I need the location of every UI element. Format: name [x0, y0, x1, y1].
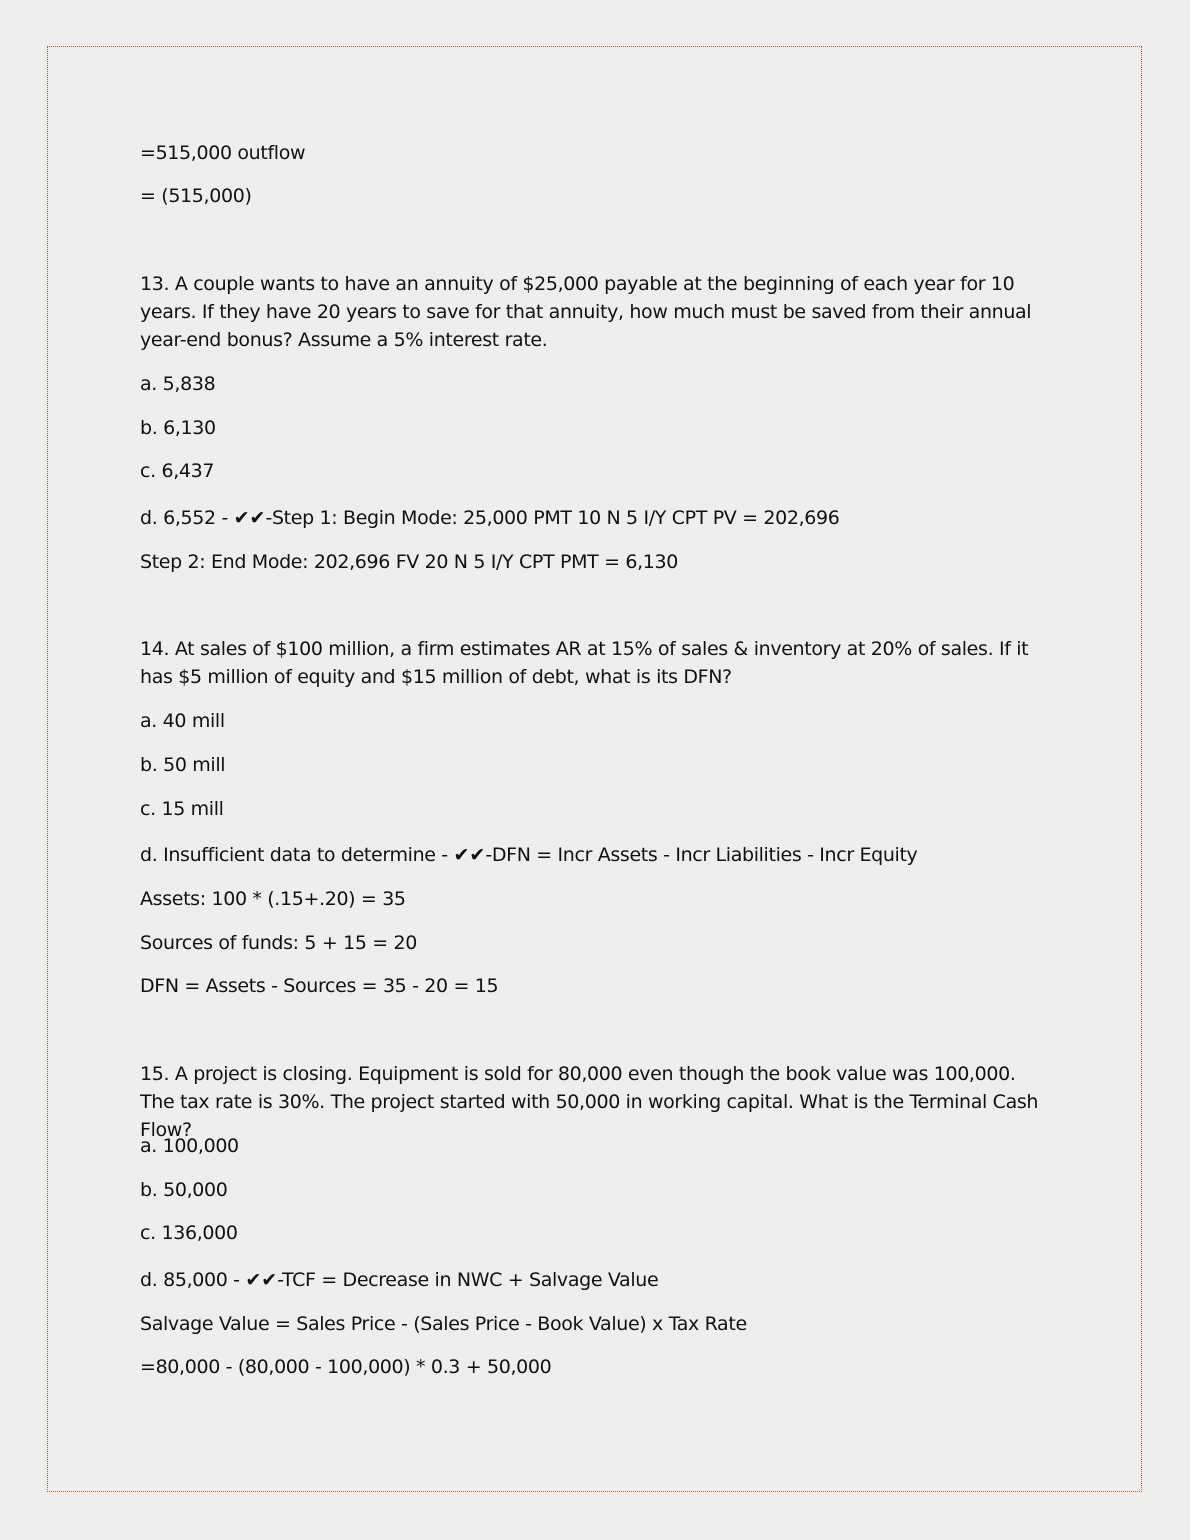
q14-option-d	[140, 841, 917, 869]
q14-option-c: c. 15 mill	[140, 798, 224, 820]
q15-option-a: a. 100,000	[140, 1135, 239, 1157]
q14-option-b: b. 50 mill	[140, 754, 226, 776]
q15-calc: =80,000 - (80,000 - 100,000) * 0.3 + 50,000	[140, 1356, 552, 1378]
question-14-text: 14. At sales of $100 million, a firm estimates AR at 15% of sales & inventory at 20% of sales. If it has $5 million of equity and $15 million of debt, what is its DFN?	[140, 638, 1029, 688]
carryover-line-1: =515,000 outflow	[140, 142, 306, 164]
q15-option-d-label: d. 85,000 -	[140, 1269, 246, 1291]
q13-option-d-label: d. 6,552 -	[140, 507, 234, 529]
q15-option-b: b. 50,000	[140, 1179, 228, 1201]
question-13-text: 13. A couple wants to have an annuity of $25,000 payable at the beginning of each year for 10 years. If they have 20 years to save for that annuity, how much must be saved from their annual year-end bonus? Assume a 5% interest rate.	[140, 273, 1032, 351]
q13-option-c: c. 6,437	[140, 460, 215, 482]
check-mark-icon: ✔✔	[245, 1269, 278, 1291]
q15-option-d	[140, 1266, 658, 1294]
question-15-text: 15. A project is closing. Equipment is sold for 80,000 even though the book value was 100,000. The tax rate is 30%. The project started with 50,000 in working capital. What is the Terminal Cash Flow?	[140, 1063, 1039, 1141]
q15-option-c: c. 136,000	[140, 1222, 238, 1244]
carryover-line-2: = (515,000)	[140, 185, 252, 207]
q15-salvage: Salvage Value = Sales Price - (Sales Price - Book Value) x Tax Rate	[140, 1313, 747, 1335]
q15-answer-note: -TCF = Decrease in NWC + Salvage Value	[277, 1269, 659, 1291]
q13-option-d	[140, 504, 840, 532]
check-mark-icon: ✔✔	[453, 844, 486, 866]
q13-option-a: a. 5,838	[140, 373, 216, 395]
q14-assets: Assets: 100 * (.15+.20) = 35	[140, 888, 406, 910]
q13-option-b: b. 6,130	[140, 417, 216, 439]
q14-dfn: DFN = Assets - Sources = 35 - 20 = 15	[140, 975, 499, 997]
q14-answer-note: -DFN = Incr Assets - Incr Liabilities - Incr Equity	[485, 844, 918, 866]
q13-step-2: Step 2: End Mode: 202,696 FV 20 N 5 I/Y CPT PMT = 6,130	[140, 551, 678, 573]
q14-sources: Sources of funds: 5 + 15 = 20	[140, 932, 418, 954]
q14-option-d-label: d. Insufficient data to determine -	[140, 844, 454, 866]
check-mark-icon: ✔✔	[233, 507, 266, 529]
q13-answer-note: -Step 1: Begin Mode: 25,000 PMT 10 N 5 I/Y CPT PV = 202,696	[265, 507, 840, 529]
q14-option-a: a. 40 mill	[140, 710, 225, 732]
